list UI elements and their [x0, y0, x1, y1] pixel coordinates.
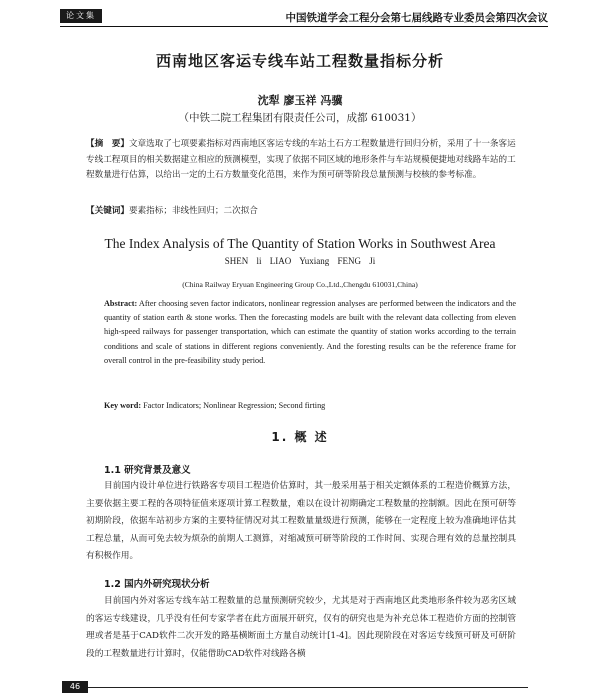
affiliation-chinese: （中铁二院工程集团有限责任公司，成都 610031） [178, 112, 422, 124]
title-chinese: 西南地区客运专线车站工程数量指标分析 [155, 52, 444, 70]
title-english: The Index Analysis of The Quantity of Station Works in Southwest Area [104, 236, 496, 251]
abstract-chinese [86, 137, 516, 184]
header-tag: 论文集 [60, 9, 102, 23]
keywords-chinese [86, 204, 516, 216]
authors-chinese: 沈犁 廖玉祥 冯骥 [257, 94, 343, 107]
paragraph-status: 目前国内外对客运专线车站工程数量的总量预测研究较少，尤其是对于西南地区此类地形条件较为恶劣区域的客运专线建设，几乎没有任何专家学者在此方面展开研究，仅有的研究也是为补充总体工程造价方面的控制管理或者是基于CAD软件二次开发的路基横断面土方量自动统计[1-4]。因此现阶段在对客运专线预可研及可研阶段的工程数量进行计算时，仅能借助CAD软件对线路各横 [86, 596, 516, 659]
section-title-overview: 1. 概 述 [271, 430, 329, 444]
abstract-english-text: After choosing seven factor indicators, nonlinear regression analyses are performed between the indicators and the quantity of station earth & stone works. Then the forecasting models are built with the relevant data collecting from eleven high-speed railways for passenger transportation, which can estimate the quantity of station works according to the terrain conditions and scale of stations in different regions conveniently. And the foresting results can be the reference frame for overall control in the pre-feasibility study period. [104, 299, 516, 365]
keywords-english-label: Key word: [104, 401, 142, 410]
keywords-chinese-label: 【关键词】 [86, 206, 129, 216]
conference-name: 中国铁道学会工程分会第七届线路专业委员会第四次会议 [285, 12, 548, 24]
running-header [60, 8, 548, 27]
paragraph-background: 目前国内设计单位进行铁路客专项目工程造价估算时，其一般采用基于相关定额体系的工程造价概算方法，主要依据主要工程的各项特征值来逐项计算工程数量，难以在设计初期确定工程数量的控制额。因此在预可研等初期阶段，依据车站初步方案的主要特征情况对其工程数量量级进行预测，能够在一定程度上较为准确地评估其工程总量，从而可免去较为烦杂的前期人工测算，对缩减预可研等阶段的工作时间、实现合理有效的总量控制具有积极作用。 [86, 481, 516, 561]
subsection-title-status: 1.2 国内外研究现状分析 [104, 579, 210, 590]
abstract-chinese-text: 文章选取了七项要素指标对西南地区客运专线的车站土石方工程数量进行回归分析，采用了十一条客运专线工程项目的相关数据建立相应的预测模型，实现了依据不同区域的地形条件与车站规模便捷地对线路车站的工程数量进行估算，以给出一定的土石方数量变化范围，来作为预可研等阶段总量预测与校核的参考标准。 [86, 139, 516, 181]
keywords-english-text: Factor Indicators; Nonlinear Regression; Second firting [141, 401, 326, 410]
abstract-chinese-label: 【摘 要】 [86, 139, 129, 149]
keywords-english [104, 401, 516, 410]
keywords-chinese-text: 要素指标；非线性回归；二次拟合 [128, 206, 258, 216]
abstract-english-label: Abstract: [104, 299, 138, 308]
affiliation-english: (China Railway Eryuan Engineering Group Co.,Ltd.,Chengdu 610031,China) [182, 280, 418, 289]
abstract-english [104, 297, 516, 368]
authors-english: SHEN li LIAO Yuxiang FENG Ji [224, 256, 376, 266]
page-number: 46 [62, 681, 88, 693]
subsection-title-background: 1.1 研究背景及意义 [104, 465, 191, 476]
footer-rule [88, 687, 528, 688]
